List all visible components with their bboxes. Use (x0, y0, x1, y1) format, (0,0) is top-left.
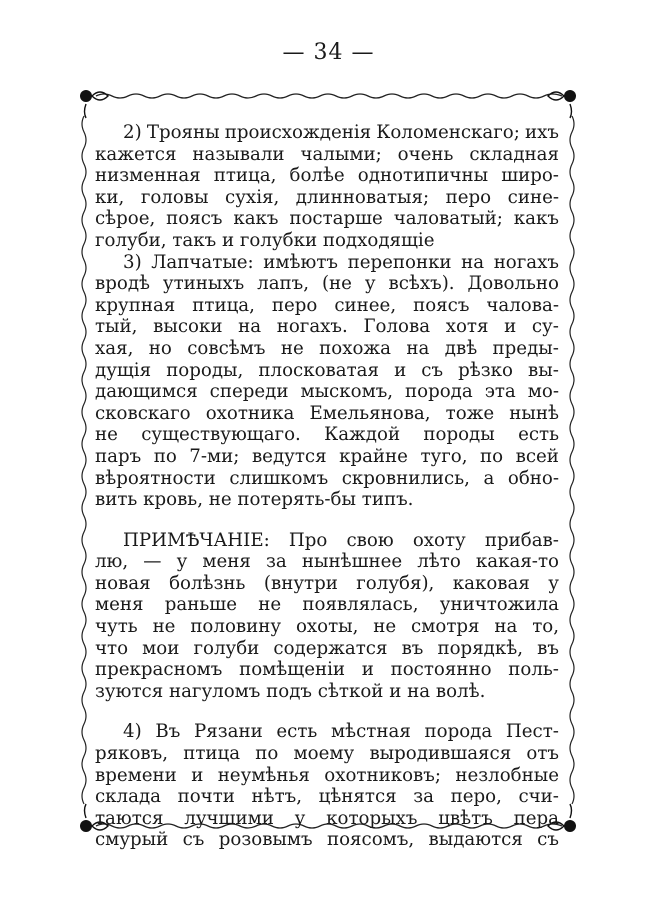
text-line: склада почти нѣтъ, цѣнятся за перо, счи- (95, 786, 559, 808)
page-number: — 34 — (282, 40, 375, 65)
text-line: вродѣ утиныхъ лапъ, (не у всѣхъ). Довольно (95, 273, 559, 295)
text-line: смурый съ розовымъ поясомъ, выдаются съ (95, 829, 559, 851)
text-line: новая болѣзнь (внутри голубя), каковая у (95, 572, 559, 594)
page-body-text (95, 122, 559, 851)
text-line: 3) Лапчатые: имѣютъ перепонки на ногахъ (123, 251, 559, 273)
text-line: 2) Трояны происхожденія Коломенскаго; ихъ (123, 122, 559, 143)
text-line: что мои голуби содержатся въ порядкѣ, въ (95, 637, 559, 659)
text-line: голуби, такъ и голубки подходящіе (95, 229, 435, 251)
text-line: ряковъ, птица по моему выродившаяся отъ (95, 743, 559, 765)
text-line: прекрасномъ помѣщеніи и постоянно поль- (95, 659, 559, 681)
right-border-rule (570, 116, 574, 804)
text-line: сковскаго охотника Емельянова, тоже нынѣ (95, 402, 559, 424)
text-line: дущія породы, плосковатая и съ рѣзко вы- (95, 359, 559, 381)
text-line: таются лучшими у которыхъ цвѣтъ пера (95, 807, 559, 829)
paragraph-troyany (95, 122, 559, 252)
text-line: времени и неумѣнья охотниковъ; незлобные (95, 764, 559, 786)
text-line: вить кровь, не потерять-бы типъ. (95, 489, 414, 511)
text-line: вѣроятности слишкомъ скровнились, а обно- (95, 467, 559, 489)
top-border-rule (96, 94, 562, 98)
text-line: крупная птица, перо синее, поясъ чалова- (95, 294, 559, 316)
left-border-rule (82, 116, 86, 804)
text-line: дающимся спереди мыскомъ, порода эта мо- (95, 381, 559, 403)
text-line: зуются нагуломъ подъ сѣткой и на волѣ. (95, 680, 486, 702)
text-line: меня раньше не появлялась, уничтожила (95, 594, 559, 616)
text-line: лю, — у меня за нынѣшнее лѣто какая-то (95, 551, 559, 573)
paragraph-lapchatye (95, 252, 559, 511)
text-line: тый, высоки на ногахъ. Голова хотя и су- (95, 316, 559, 338)
text-line: не существующаго. Каждой породы есть (95, 424, 559, 446)
text-line: ПРИМѢЧАНІЕ: Про свою охоту прибав- (123, 529, 559, 551)
text-line: низменная птица, болѣе однотипичны широ- (95, 165, 559, 187)
text-line: кажется называли чалыми; очень складная (95, 143, 559, 165)
text-line: 4) Въ Рязани есть мѣстная порода Пест- (123, 721, 559, 743)
text-line: хая, но совсѣмъ не похожа на двѣ преды- (95, 337, 559, 359)
text-line: паръ по 7-ми; ведутся крайне туго, по всей (95, 445, 559, 467)
text-line: ки, головы сухія, длинноватыя; перо сине- (95, 186, 559, 208)
text-line: сѣрое, поясъ какъ постарше чаловатый; какъ (95, 208, 559, 230)
text-line: чуть не половину охоты, не смотря на то, (95, 616, 559, 638)
paragraph-ryazan (95, 721, 559, 851)
paragraph-note (95, 530, 559, 703)
